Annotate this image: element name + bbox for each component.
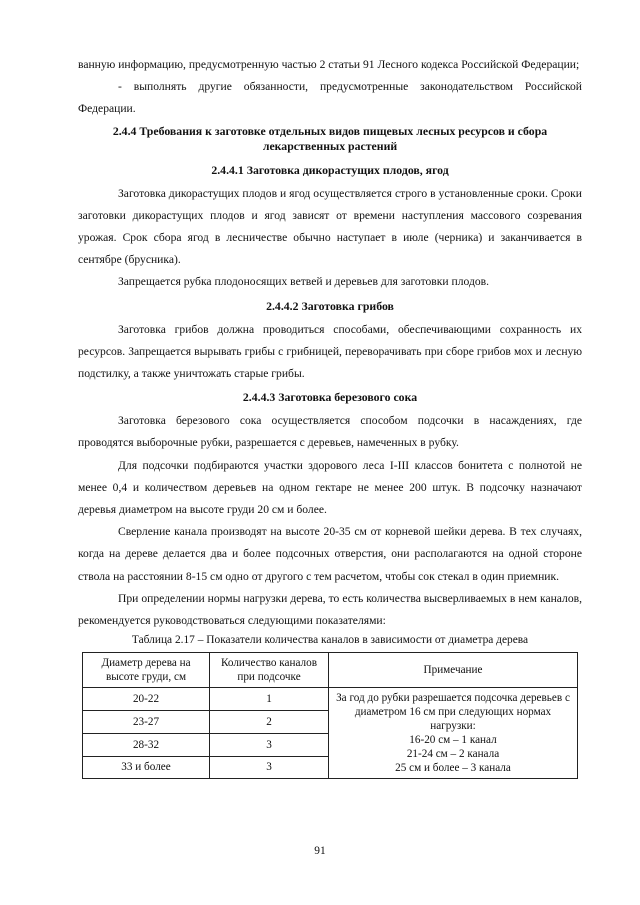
column-header-diameter: Диаметр дерева на высоте груди, см: [83, 653, 210, 688]
paragraph-sap-load: При определении нормы нагрузки дерева, то есть количества высверливаемых в нем каналов, рекомендуется руководствоваться следующими показателями:: [78, 591, 582, 628]
paragraph-continuation: ванную информацию, предусмотренную частью 2 статьи 91 Лесного кодекса Российской Федерации;: [78, 58, 580, 71]
cell-diameter: 23-27: [83, 711, 210, 734]
channels-table: [82, 652, 578, 779]
paragraph-berries-prohibition: Запрещается рубка плодоносящих ветвей и деревьев для заготовки плодов.: [118, 275, 490, 289]
paragraph-other-duties: - выполнять другие обязанности, предусмотренные законодательством Российской Федерации.: [78, 80, 582, 116]
section-heading-2-4-4-2: 2.4.4.2 Заготовка грибов: [266, 298, 394, 313]
document-page: [78, 54, 582, 779]
section-heading-2-4-4-3: 2.4.4.3 Заготовка березового сока: [242, 390, 418, 405]
paragraph-sap-plots: Для подсочки подбираются участки здорового леса I-III классов бонитета с полнотой не менее 0,4 и количеством деревьев на одном гектаре не менее 200 штук. В подсочку назначают деревья диаметром на высоте груди 20 см и более.: [78, 458, 582, 517]
page-number: 91: [314, 845, 326, 857]
cell-diameter: 28-32: [83, 733, 210, 756]
table-header-row: [83, 653, 578, 688]
note-line: 25 см и более – 3 канала: [395, 762, 511, 775]
cell-channels: 3: [210, 756, 329, 779]
cell-diameter: 20-22: [83, 688, 210, 711]
table-caption: Таблица 2.17 – Показатели количества каналов в зависимости от диаметра дерева: [131, 634, 529, 647]
paragraph-sap-method: Заготовка березового сока осуществляется способом подсочки в насаждениях, где проводятся выборочные рубки, разрешается с деревьев, намеченных в рубку.: [78, 414, 582, 450]
table-row: [83, 688, 578, 711]
paragraph-berries-harvest: Заготовка дикорастущих плодов и ягод осуществляется строго в установленные сроки. Сроки заготовки дикорастущих плодов и ягод зависят от времени наступления массового созревания урожая. Срок сбора ягод в лесничестве обычно наступает в июле (черника) и заканчивается в сентябре (брусника).: [78, 186, 582, 267]
column-header-channels: Количество каналов при подсочке: [210, 653, 329, 688]
note-line: 21-24 см – 2 канала: [406, 748, 500, 761]
note-line: За год до рубки разрешается подсочка деревьев с диаметром 16 см при следующих нормах нагрузки:: [336, 692, 570, 733]
cell-channels: 3: [210, 733, 329, 756]
cell-diameter: 33 и более: [83, 756, 210, 779]
column-header-note: Примечание: [329, 653, 578, 688]
cell-channels: 2: [210, 711, 329, 734]
cell-note: [329, 688, 578, 779]
paragraph-mushrooms: Заготовка грибов должна проводиться способами, обеспечивающими сохранность их ресурсов. Запрещается вырывать грибы с грибницей, переворачивать при сборе грибов мох и лесную подстилку, а также уничтожать старые грибы.: [78, 322, 582, 381]
cell-channels: 1: [210, 688, 329, 711]
section-heading-2-4-4: 2.4.4 Требования к заготовке отдельных видов пищевых лесных ресурсов и сбора лекарственных растений: [112, 123, 548, 153]
paragraph-sap-drilling: Сверление канала производят на высоте 20-35 см от корневой шейки дерева. В тех случаях, когда на дереве делается два и более подсочных отверстия, они располагаются на одной стороне ствола на расстоянии 8-15 см одно от другого с тем расчетом, чтобы сок стекал в один приемник.: [78, 525, 582, 583]
note-line: 16-20 см – 1 канал: [409, 734, 497, 747]
section-heading-2-4-4-1: 2.4.4.1 Заготовка дикорастущих плодов, ягод: [211, 162, 449, 177]
